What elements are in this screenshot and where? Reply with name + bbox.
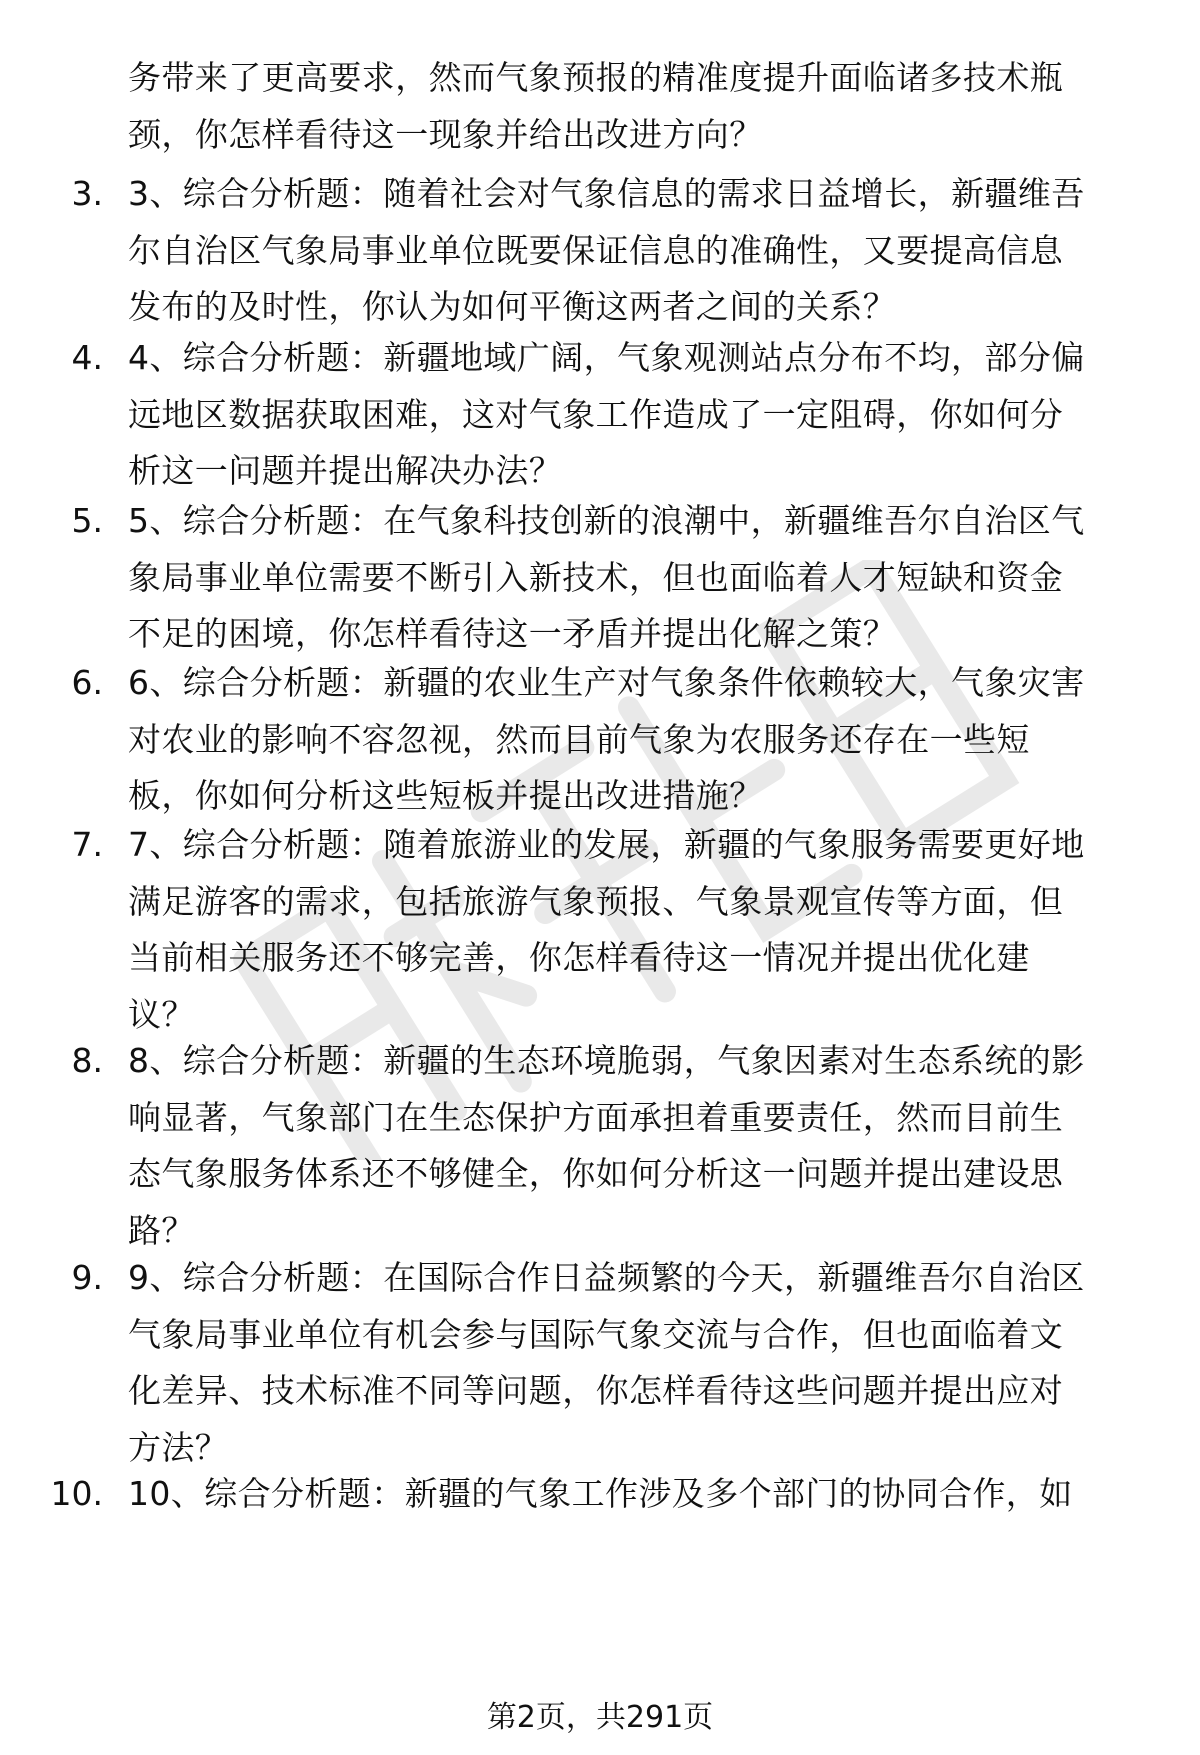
text-line: 板，你如何分析这些短板并提出改进措施？ xyxy=(128,776,763,815)
text-line: 远地区数据获取困难，这对气象工作造成了一定阻碍，你如何分 xyxy=(128,394,1064,434)
text-line: 满足游客的需求，包括旅游气象预报、气象景观宣传等方面，但 xyxy=(128,881,1064,921)
question-text xyxy=(128,166,1160,336)
list-number: 3. xyxy=(71,174,103,213)
continuation-text xyxy=(128,50,1160,163)
text-line: 10、综合分析题：新疆的气象工作涉及多个部门的协同合作，如 xyxy=(128,1474,1073,1513)
question-text xyxy=(128,817,1160,1043)
list-number: 9. xyxy=(71,1258,103,1297)
question-text xyxy=(128,330,1160,500)
list-number: 8. xyxy=(71,1041,103,1080)
text-line: 发布的及时性，你认为如何平衡这两者之间的关系？ xyxy=(128,287,897,326)
text-line: 4、综合分析题：新疆地域广阔，气象观测站点分布不均，部分偏 xyxy=(128,338,1085,377)
question-text xyxy=(128,1250,1160,1476)
list-number: 10. xyxy=(50,1474,103,1513)
text-line: 务带来了更高要求，然而气象预报的精准度提升面临诸多技术瓶 xyxy=(128,58,1064,97)
page-footer: 第2页，共291页 xyxy=(486,1700,714,1735)
text-line: 尔自治区气象局事业单位既要保证信息的准确性，又要提高信息 xyxy=(128,230,1064,270)
text-line: 7、综合分析题：随着旅游业的发展，新疆的气象服务需要更好地 xyxy=(128,825,1085,864)
list-number: 7. xyxy=(71,825,103,864)
text-line: 3、综合分析题：随着社会对气象信息的需求日益增长，新疆维吾 xyxy=(128,174,1085,213)
text-line: 析这一问题并提出解决办法？ xyxy=(128,451,563,490)
list-number: 4. xyxy=(71,338,103,377)
text-line: 响显著，气象部门在生态保护方面承担着重要责任，然而目前生 xyxy=(128,1097,1064,1137)
text-line: 对农业的影响不容忽视，然而目前气象为农服务还存在一些短 xyxy=(128,719,1030,759)
text-line: 方法？ xyxy=(128,1427,229,1467)
text-line: 议？ xyxy=(128,994,195,1034)
text-line: 化差异、技术标准不同等问题，你怎样看待这些问题并提出应对 xyxy=(128,1371,1064,1410)
text-line: 9、综合分析题：在国际合作日益频繁的今天，新疆维吾尔自治区 xyxy=(128,1258,1085,1297)
text-line: 态气象服务体系还不够健全，你如何分析这一问题并提出建设思 xyxy=(128,1154,1064,1193)
text-line: 路？ xyxy=(128,1210,195,1250)
text-line: 不足的困境，你怎样看待这一矛盾并提出化解之策？ xyxy=(128,614,897,653)
text-line: 6、综合分析题：新疆的农业生产对气象条件依赖较大，气象灾害 xyxy=(128,663,1085,702)
text-line: 象局事业单位需要不断引入新技术，但也面临着人才短缺和资金 xyxy=(128,557,1064,597)
text-line: 5、综合分析题：在气象科技创新的浪潮中，新疆维吾尔自治区气 xyxy=(128,501,1085,540)
question-text xyxy=(128,1033,1160,1259)
question-text xyxy=(128,493,1160,663)
question-text xyxy=(128,655,1160,825)
text-line: 颈，你怎样看待这一现象并给出改进方向？ xyxy=(128,114,763,154)
text-line: 8、综合分析题：新疆的生态环境脆弱，气象因素对生态系统的影 xyxy=(128,1041,1085,1080)
list-number: 5. xyxy=(71,501,103,540)
question-text xyxy=(128,1466,1160,1523)
list-number: 6. xyxy=(71,663,103,702)
text-line: 气象局事业单位有机会参与国际气象交流与合作，但也面临着文 xyxy=(128,1314,1064,1354)
text-line: 当前相关服务还不够完善，你怎样看待这一情况并提出优化建 xyxy=(128,938,1030,977)
